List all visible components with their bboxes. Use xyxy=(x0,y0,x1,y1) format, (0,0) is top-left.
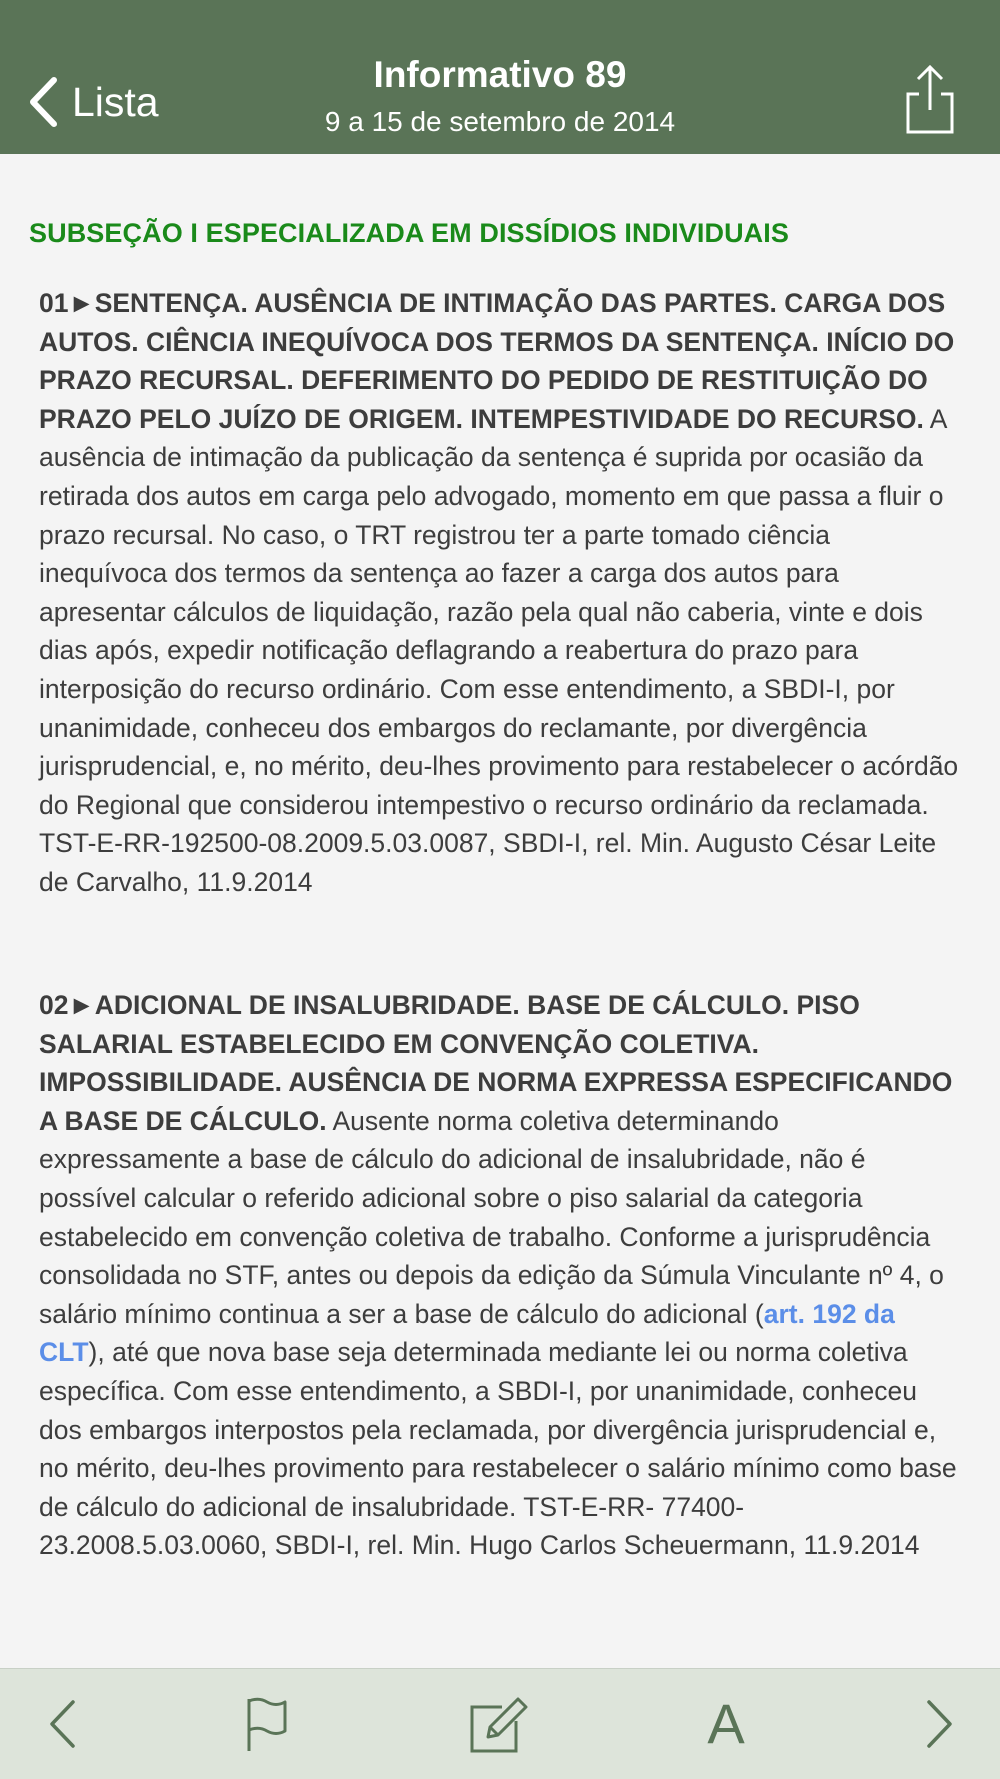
previous-button[interactable] xyxy=(40,1691,84,1757)
article-item xyxy=(39,284,959,902)
law-link[interactable]: art. 192 da CLT xyxy=(39,1298,895,1368)
share-icon xyxy=(904,64,956,136)
back-label: Lista xyxy=(72,78,159,125)
article-item xyxy=(39,986,959,1565)
share-button[interactable] xyxy=(904,64,956,136)
page-title: Informativo 89 xyxy=(373,54,627,95)
article-heading: 02►ADICIONAL DE INSALUBRIDADE. BASE DE CÁLCULO. PISO SALARIAL ESTABELECIDO EM CONVENÇÃO COLETIVA. IMPOSSIBILIDADE. AUSÊNCIA DE NORMA EXPRESSA ESPECIFICANDO A BASE DE CÁLCULO. xyxy=(39,990,953,1136)
font-size-icon: A xyxy=(707,1692,745,1755)
article-body-continued: ), até que nova base seja determinada mediante lei ou norma coletiva específica. Com esse entendimento, a SBDI-I, por unanimidade, conheceu dos embargos interpostos pela reclamada, por divergência jurisprudencial e, no mérito, deu-lhes provimento para restabelecer o salário mínimo como base de cálculo do adicional de insalubridade. TST-E-RR- 77400-23.2008.5.03.0060, SBDI-I, rel. Min. Hugo Carlos Scheuermann, 11.9.2014 xyxy=(39,1337,957,1561)
next-button[interactable] xyxy=(918,1691,962,1757)
chevron-left-icon xyxy=(47,1698,77,1750)
font-size-button[interactable] xyxy=(696,1691,756,1757)
bottom-toolbar xyxy=(0,1668,1000,1779)
article-body: Ausente norma coletiva determinando expressamente a base de cálculo do adicional de insalubridade, não é possível calcular o referido adicional sobre o piso salarial da categoria estabelecido em convenção coletiva de trabalho. Conforme a jurisprudência consolidada no STF, antes ou depois da edição da Súmula Vinculante nº 4, o salário mínimo continua a ser a base de cálculo do adicional ( xyxy=(39,1105,944,1329)
article-content[interactable] xyxy=(0,154,1000,1668)
article-heading: 01►SENTENÇA. AUSÊNCIA DE INTIMAÇÃO DAS PARTES. CARGA DOS AUTOS. CIÊNCIA INEQUÍVOCA DOS TERMOS DA SENTENÇA. INÍCIO DO PRAZO RECURSAL. DEFERIMENTO DO PEDIDO DE RESTITUIÇÃO DO PRAZO PELO JUÍZO DE ORIGEM. INTEMPESTIVIDADE DO RECURSO. xyxy=(39,288,955,434)
article-body: A ausência de intimação da publicação da sentença é suprida por ocasião da retirada dos autos em carga pelo advogado, momento em que passa a fluir o prazo recursal. No caso, o TRT registrou ter a parte tomado ciência inequívoca dos termos da sentença ao fazer a carga dos autos para apresentar cálculos de liquidação, razão pela qual não caberia, vinte e dois dias após, expedir notificação deflagrando a reabertura do prazo para interposição do recurso ordinário. Com esse entendimento, a SBDI-I, por unanimidade, conheceu dos embargos do reclamante, por divergência jurisprudencial, e, no mérito, deu-lhes provimento para restabelecer o acórdão do Regional que considerou intempestivo o recurso ordinário da reclamada. TST-E-RR-192500-08.2009.5.03.0087, SBDI-I, rel. Min. Augusto César Leite de Carvalho, 11.9.2014 xyxy=(39,403,959,897)
chevron-right-icon xyxy=(925,1698,955,1750)
navigation-bar xyxy=(0,0,1000,154)
note-button[interactable] xyxy=(464,1691,530,1757)
edit-note-icon xyxy=(466,1693,528,1755)
page-subtitle: 9 a 15 de setembro de 2014 xyxy=(324,106,676,137)
flag-icon xyxy=(245,1695,289,1753)
section-title: SUBSEÇÃO I ESPECIALIZADA EM DISSÍDIOS INDIVIDUAIS xyxy=(29,218,789,248)
flag-button[interactable] xyxy=(240,1691,294,1757)
